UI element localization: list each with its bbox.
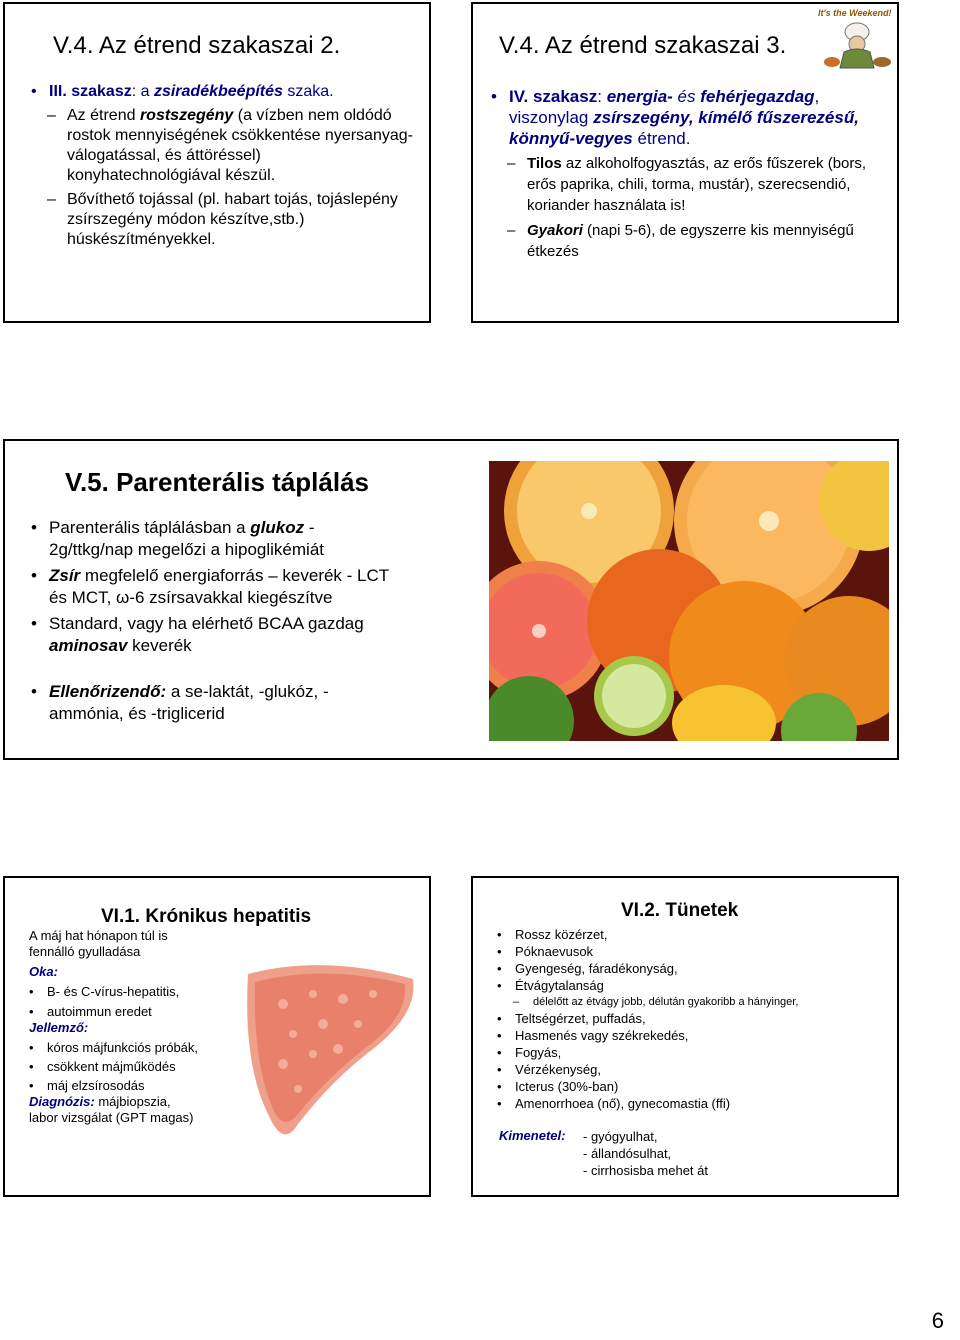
dash-item-rost: – Az étrend rostszegény (a vízben nem oldódó rostok mennyiségének csökkentése nyersanyag-válogatással, és áttöréssel) konyhatechnológiával készül. [29, 106, 419, 186]
bullet-ellenorizendo: • Ellenőrizendő: a se-laktát, -glukóz, -ammónia, és -triglicerid [29, 681, 399, 725]
slide-title: VI.2. Tünetek [621, 900, 739, 921]
slide-etrend-2 [3, 2, 431, 323]
jellemzo-item: • máj elzsírosodás [27, 1076, 198, 1095]
kimenetel-item: - cirrhosisba mehet át [583, 1163, 708, 1178]
phase-label: III. szakasz [49, 83, 132, 100]
dash-item-gyakori: – Gyakori (napi 5-6), de egyszerre kis mennyiségű étkezés [489, 220, 889, 262]
bullet-phase-3: • III. szakasz: a zsiradékbeépítés szaka. [29, 82, 419, 102]
jellemzo-item: • csökkent májműködés [27, 1057, 198, 1076]
slide-tunetek [471, 876, 899, 1197]
symptom-item: • Étvágytalanság [495, 977, 798, 994]
slide-title: V.4. Az étrend szakaszai 3. [499, 32, 787, 59]
symptom-item: • Icterus (30%-ban) [495, 1078, 798, 1095]
jellemzo-item: • kóros májfunkciós próbák, [27, 1038, 198, 1057]
symptom-subitem: – délelőtt az étvágy jobb, délután gyakoribb a hányinger, [495, 994, 798, 1010]
dash-item-tojas: – Bővíthető tojással (pl. habart tojás, tojáslepény zsírszegény módon készítve,stb.) húskészítményekkel. [29, 190, 419, 250]
dash-item-tilos: – Tilos az alkoholfogyasztás, az erős fűszerek (bors, erős paprika, chili, torma, mustár), szerecsendió, koriander használata is! [489, 153, 889, 216]
slide-title: V.5. Parenterális táplálás [65, 467, 370, 497]
symptom-item: • Póknaevusok [495, 943, 798, 960]
slide-etrend-3 [471, 2, 899, 323]
symptom-item: • Teltségérzet, puffadás, [495, 1010, 798, 1027]
weekend-logo: It's the Weekend! [818, 8, 896, 74]
slide-parenteralis [3, 439, 899, 760]
slide-kronikus-hepatitis [3, 876, 431, 1197]
diagnozis-text: Diagnózis: májbiopszia, labor vizsgálat (GPT magas) [29, 1094, 194, 1125]
page-number: 6 [931, 1308, 944, 1333]
oka-label: Oka: [29, 964, 58, 979]
bullet-aminosav: • Standard, vagy ha elérhető BCAA gazdag aminosav keverék [29, 613, 399, 657]
bullet-phase-4: • IV. szakasz: energia- és fehérjegazdag, viszonylag zsírszegény, kímélő fűszerezésű, könnyű-vegyes étrend. [489, 86, 889, 149]
oka-item: • B- és C-vírus-hepatitis, [27, 982, 179, 1002]
symptom-item: • Amenorrhoea (nő), gynecomastia (ffi) [495, 1095, 798, 1112]
symptom-item: • Fogyás, [495, 1044, 798, 1061]
bullet-glukoz: • Parenterális táplálásban a glukoz - 2g/ttkg/nap megelőzi a hipoglikémiát [29, 517, 399, 561]
symptom-item: • Hasmenés vagy székrekedés, [495, 1027, 798, 1044]
kimenetel-item: - gyógyulhat, [583, 1129, 658, 1144]
symptom-item: • Rossz közérzet, [495, 926, 798, 943]
slide-title: VI.1. Krónikus hepatitis [101, 906, 312, 927]
bullet-zsir: • Zsír megfelelő energiaforrás – keverék - LCT és MCT, ω-6 zsírsavakkal kiegészítve [29, 565, 399, 609]
liver-illustration [223, 954, 423, 1154]
kimenetel-item: - állandósulhat, [583, 1146, 672, 1161]
symptom-item: • Gyengeség, fáradékonyság, [495, 960, 798, 977]
oka-item: • autoimmun eredet [27, 1002, 179, 1022]
symptom-item: • Vérzékenység, [495, 1061, 798, 1078]
slide-title: V.4. Az étrend szakaszai 2. [53, 32, 341, 59]
intro-text: A máj hat hónapon túl is fennálló gyulladása [29, 928, 168, 959]
jellemzo-label: Jellemző: [29, 1020, 89, 1035]
kimenetel-label: Kimenetel: [499, 1128, 566, 1143]
chef-icon [818, 18, 896, 70]
citrus-photo [489, 461, 889, 741]
